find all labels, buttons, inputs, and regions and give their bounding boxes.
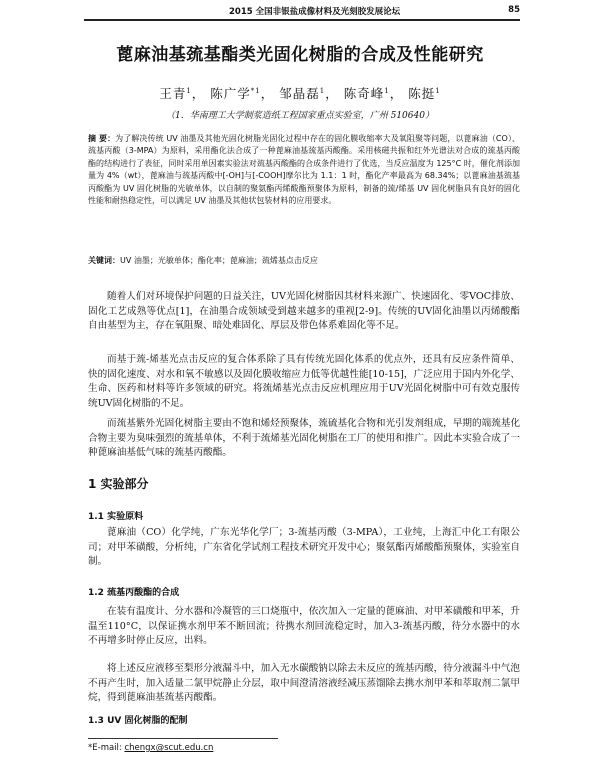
abstract-label: 摘 要： xyxy=(88,134,116,143)
author-mark: *1 xyxy=(250,86,261,95)
page-number: 85 xyxy=(508,5,520,15)
header-rule xyxy=(84,19,520,21)
keywords-text: UV 油墨；光敏单体；酯化率；蓖麻油；巯烯基点击反应 xyxy=(120,256,318,265)
section-heading-experimental: 1 实验部分 xyxy=(88,477,149,491)
abstract-text: 为了解决传统 UV 油墨及其他光固化树脂光固化过程中存在的固化膜收缩率大及氧阻聚等问题，以蓖麻油（CO）、巯基丙酸（3-MPA）为原料，采用酯化法合成了一种蓖麻油基巯基丙酸酯。采用核磁共振和红外光谱法对合成的巯基丙酸酯的结构进行了表征，同时采用单因素实验法对巯基丙酸酯的合成条件进行了优选，当反应温度为 125°C 时，催化剂添加量为 4%（wt），蓖麻油与巯基丙酸中[-OH]与[-COOH]摩尔比为 1.1：1 时，酯化产率最高为 68.34%；以蓖麻油基巯基丙酸酯为 UV 固化树脂的光敏单体，以自制的聚氨酯丙烯酸酯预聚体为原料，制备的巯/烯基 UV 固化树脂具有良好的固化性能和耐热稳定性，可以满足 UV 油墨及其他状包装材料的应用要求。 xyxy=(88,134,520,206)
author-mark: 1 xyxy=(186,86,192,95)
author-name: 陈挺 xyxy=(408,86,436,101)
intro-paragraph-3: 而巯基紫外光固化树脂主要由不饱和烯烃预聚体，巯硫基化合物和光引发剂组成，早期的端巯基化合物主要为臭味强烈的巯基单体，不利于巯烯基光固化树脂在工厂的使用和推广。因此本实验合成了一种蓖麻油基低气味的巯基丙酸酯。 xyxy=(88,418,520,458)
author-mark: 1 xyxy=(435,86,441,95)
subsection-heading-materials: 1.1 实验原料 xyxy=(88,512,144,522)
subsection-heading-uv-resin: 1.3 UV 固化树脂的配制 xyxy=(88,716,188,726)
materials-paragraph: 蓖麻油（CO）化学纯，广东光华化学厂；3-巯基丙酸（3-MPA），工业纯，上海汇中化工有限公司；对甲苯磺酸，分析纯，广东省化学试剂工程技术研究开发中心；聚氨酯丙烯酸酯预聚体，实验室自制。 xyxy=(88,527,520,567)
running-header xyxy=(84,5,520,19)
author-name: 王青 xyxy=(159,86,187,101)
author-name: 陈奇峰 xyxy=(343,86,385,101)
author-name: 陈广学 xyxy=(210,86,251,101)
footnote xyxy=(88,743,213,753)
subsection-heading-synthesis: 1.2 巯基丙酸酯的合成 xyxy=(88,588,180,598)
synthesis-paragraph-2: 将上述反应液移至梨形分液漏斗中，加入无水碳酸钠以除去未反应的巯基丙酸，待分液漏斗中气泡不再产生时，加入适量二氯甲烷静止分层，取中间澄清溶液经减压蒸馏除去携水剂甲苯和萃取剂二氯甲烷，得到蓖麻油基巯基丙酸酯。 xyxy=(88,663,520,703)
affiliation: （1．华南理工大学制浆造纸工程国家重点实验室，广州 510640） xyxy=(166,111,434,121)
author-name: 邹晶磊 xyxy=(279,86,320,101)
author-mark: 1 xyxy=(319,86,326,95)
intro-paragraph-1: 随着人们对环境保护问题的日益关注，UV光固化树脂因其材料来源广、快速固化、零VOC排放、固化工艺成熟等优点[1]，在油墨合成领域受到越来越多的重视[2-9]。传统的UV固化油墨以丙烯酸酯自由基型为主，存在氧阻聚、暗处难固化、厚层及带色体系难固化等不足。 xyxy=(88,291,520,331)
keywords xyxy=(88,255,520,267)
email-link[interactable]: chengx@scut.edu.cn xyxy=(124,743,214,753)
author-list: 王青$^1$， 陈广学$^{*1}$， 邹晶磊$^1$， 陈奇峰$^1$， 陈挺$^1$ xyxy=(159,86,441,101)
intro-paragraph-2: 而基于巯-烯基光点击反应的复合体系除了具有传统光固化体系的优点外，还具有反应条件简单、快的固化速度、对水和氧不敏感以及固化膜收缩应力低等优越性能[10-15]，广泛应用于国内外化学、生命、医药和材料等许多领域的研究。将巯烯基光点击反应机理应用于UV光固化树脂中可有效克服传统UV固化树脂的不足。 xyxy=(88,354,520,409)
footnote-rule xyxy=(88,738,278,739)
author-mark: 1 xyxy=(384,86,390,95)
journal-title: 2015 全国非银盐成像材料及光刻胶发展论坛 xyxy=(229,7,401,17)
keywords-label: 关键词： xyxy=(88,256,120,265)
abstract xyxy=(88,133,520,207)
footnote-prefix: *E-mail: xyxy=(88,743,125,753)
paper-title: 蓖麻油基巯基酯类光固化树脂的合成及性能研究 xyxy=(116,45,484,65)
synthesis-paragraph-1: 在装有温度计、分水器和冷凝管的三口烧瓶中，依次加入一定量的蓖麻油、对甲苯磺酸和甲苯，升温至110°C，以保证携水剂甲苯不断回流；待携水剂回流稳定时，加入3-巯基丙酸，待分水器中的水不再增多时停止反应，出料。 xyxy=(88,606,520,646)
